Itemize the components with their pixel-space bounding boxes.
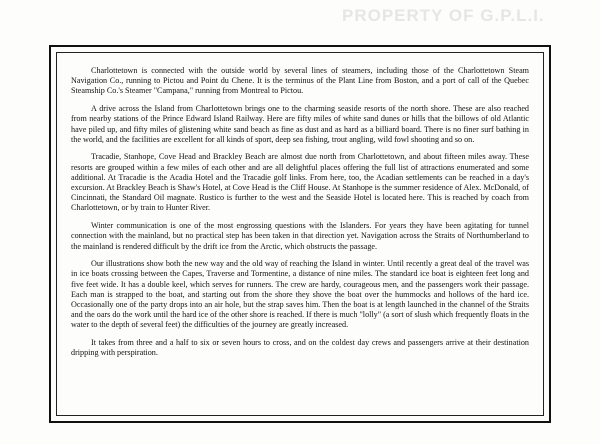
paragraph-winter-communication: Winter communication is one of the most engrossing questions with the Islanders. For years they have been agitating for tunnel connection with the mainland, but no practical step has been taken in that direction yet. Navigation across the Straits of Northumberland to the mainland is rendered difficult by the drift ice from the Arctic, which obstructs the passage. xyxy=(71,221,529,251)
paragraph-ice-boats: Our illustrations show both the new way and the old way of reaching the Island in winter. Until recently a great deal of the travel was in ice boats crossing between the Capes, Traverse and Tormentine, a distance of nine miles. The standard ice boat is eighteen feet long and five feet wide. It has a double keel, which serves for runners. The crew are hardy, courageous men, and the passengers work their passage. Each man is strapped to the boat, and starting out from the shore they shove the boat over the hummocks and hollows of the hard ice. Occasionally one of the party drops into an air hole, but the strap saves him. Then the boat is at length launched in the channel of the Straits and the oars do the work until the hard ice of the other shore is reached. If there is much "lolly" (a sort of slush which frequently floats in the water to the depth of several feet) the difficulties of the journey are greatly increased. xyxy=(71,259,529,330)
paragraph-steamers: Charlottetown is connected with the outside world by several lines of steamers, including those of the Charlottetown Steam Navigation Co., running to Pictou and Point du Chene. It is the terminus of the Plant Line from Boston, and a port of call of the Quebec Steamship Co.'s Steamer "Campana," running from Montreal to Pictou. xyxy=(71,66,529,96)
paragraph-resorts: Tracadie, Stanhope, Cove Head and Brackley Beach are almost due north from Charlottetown, and about fifteen miles away. These resorts are grouped within a few miles of each other and are all delightful places offering the full list of attractions enumerated and some additional. At Tracadie is the Acadia Hotel and the Tracadie golf links. From here, too, the Acadian settlements can be reached in a day's excursion. At Brackley Beach is Shaw's Hotel, at Cove Head is the Cliff House. At Stanhope is the summer residence of Alex. McDonald, of Cincinnati, the Standard Oil magnate. Rustico is further to the west and the Seaside Hotel is located here. This is reached by coach from Charlottetown, or by train to Hunter River. xyxy=(71,152,529,213)
text-body xyxy=(71,66,529,409)
paragraph-crossing-time: It takes from three and a half to six or seven hours to cross, and on the coldest day crews and passengers arrive at their destination dripping with perspiration. xyxy=(71,338,529,358)
inner-border xyxy=(56,52,544,416)
paragraph-north-shore: A drive across the Island from Charlottetown brings one to the charming seaside resorts of the north shore. These are also reached from nearby stations of the Prince Edward Island Railway. Here are fifty miles of white sand dunes or hills that the billows of old Atlantic have piled up, and fifty miles of glistening white sand beach as fine as dust and as hard as a billiard board. There is no finer surf bathing in the world, and the facilities are excellent for all kinds of sport, deep sea fishing, trout angling, wild fowl shooting and so on. xyxy=(71,104,529,144)
property-stamp: PROPERTY OF G.P.L.I. xyxy=(342,6,545,25)
page-border xyxy=(49,45,551,423)
